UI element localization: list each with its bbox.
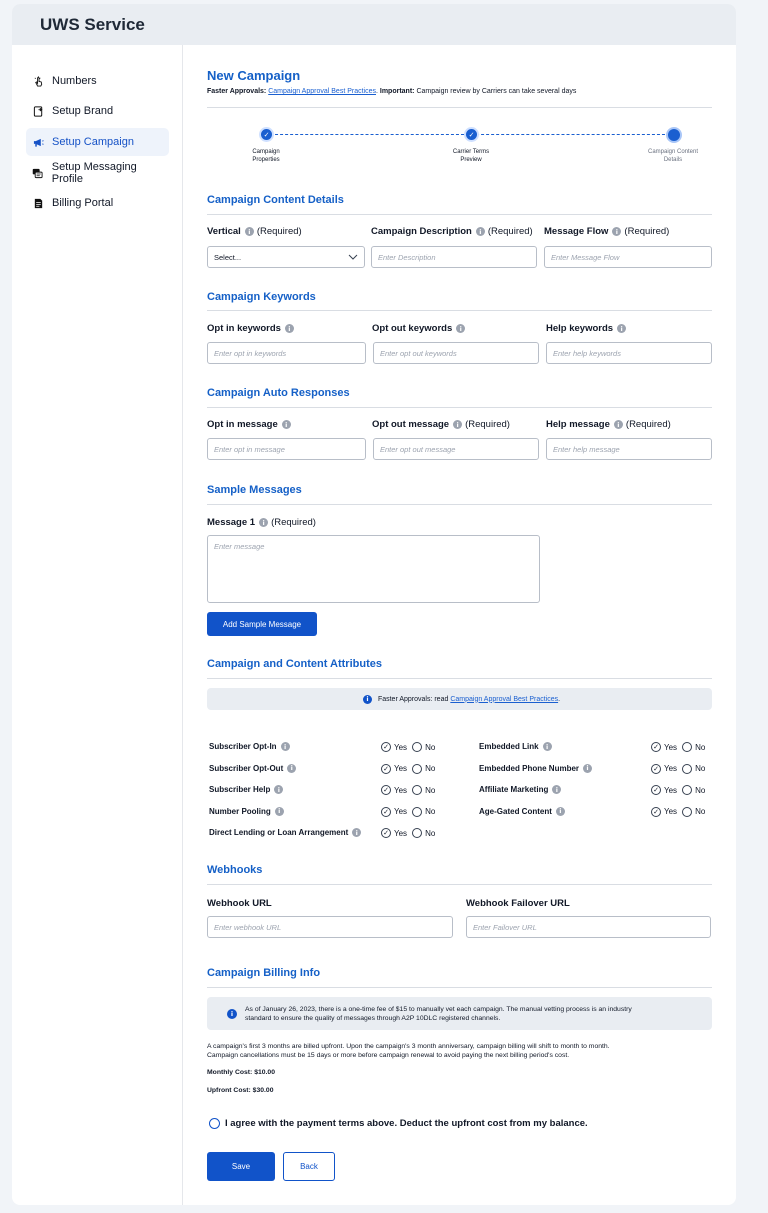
info-icon: i (552, 785, 561, 794)
sidebar-item-label: Billing Portal (52, 197, 114, 209)
check-circle-icon: ✓ (381, 828, 391, 838)
app-card (12, 4, 736, 1205)
message-flow-input[interactable]: Enter Message Flow (544, 246, 712, 268)
info-icon: i (282, 420, 291, 429)
sidebar-item-setup-messaging-profile[interactable] (26, 159, 169, 187)
yes-no-toggle[interactable] (651, 807, 705, 817)
save-button[interactable]: Save (207, 1152, 275, 1181)
yes-no-toggle[interactable] (381, 828, 435, 838)
no-option[interactable]: No (695, 742, 706, 752)
yes-option[interactable]: Yes (664, 785, 678, 795)
yes-no-toggle[interactable] (651, 742, 705, 752)
brand-icon (32, 105, 44, 117)
important-text: Campaign review by Carriers can take several days (416, 88, 577, 95)
yes-option[interactable]: Yes (394, 828, 408, 838)
divider (207, 987, 712, 988)
divider (207, 884, 712, 885)
no-option[interactable]: No (425, 807, 436, 816)
optin-keywords-label: Opt in keywords i (207, 323, 294, 334)
description-label: Campaign Description i (Required) (371, 226, 533, 237)
sidebar-item-numbers[interactable] (26, 67, 169, 95)
step-1-check-icon[interactable]: ✓ (259, 127, 274, 142)
vertical-label: Vertical i (Required) (207, 226, 302, 237)
no-option[interactable]: No (425, 742, 436, 752)
section-title-sample-messages: Sample Messages (207, 484, 302, 496)
info-icon: i (275, 807, 284, 816)
app-title: UWS Service (40, 14, 145, 34)
divider (207, 214, 712, 215)
attributes-banner: i Faster Approvals: read Campaign Approval Best Practices . (207, 688, 712, 710)
yes-no-toggle[interactable] (381, 807, 435, 817)
yes-option[interactable]: Yes (394, 764, 408, 773)
sidebar-item-label: Numbers (52, 75, 97, 87)
step-2-label: Carrier Terms Preview (452, 149, 490, 163)
radio-icon (412, 807, 422, 817)
radio-icon (682, 764, 692, 774)
yes-option[interactable]: Yes (394, 785, 408, 795)
check-circle-icon: ✓ (381, 764, 391, 774)
sidebar (12, 45, 183, 1205)
best-practices-link[interactable]: Campaign Approval Best Practices (268, 88, 376, 95)
divider (207, 107, 712, 108)
divider (207, 504, 712, 505)
yes-no-toggle[interactable] (651, 785, 705, 795)
optout-message-input[interactable]: Enter opt out message (373, 438, 539, 460)
radio-icon (682, 785, 692, 795)
radio-icon (682, 742, 692, 752)
sidebar-item-setup-campaign[interactable] (26, 128, 169, 156)
info-icon: i (583, 764, 592, 773)
back-button[interactable]: Back (283, 1152, 335, 1181)
info-icon: i (285, 324, 294, 333)
yes-option[interactable]: Yes (664, 742, 678, 752)
info-icon: i (617, 324, 626, 333)
radio-icon (412, 742, 422, 752)
check-circle-icon: ✓ (651, 785, 661, 795)
yes-no-toggle[interactable] (651, 764, 705, 774)
chevron-down-icon (348, 254, 358, 260)
info-icon: i (556, 807, 565, 816)
check-circle-icon: ✓ (381, 807, 391, 817)
yes-no-toggle[interactable] (381, 764, 435, 774)
hand-pointer-icon (32, 75, 44, 87)
billing-notice: i As of January 26, 2023, there is a one-time fee of $15 to manually vet each campaign. The manual vetting process is an industry standard to ensure the quality of messages through A2P 10DLC registered channels. (207, 997, 712, 1030)
message-flow-label: Message Flow i (Required) (544, 226, 670, 237)
webhook-url-input[interactable]: Enter webhook URL (207, 916, 453, 938)
yes-no-toggle[interactable] (381, 742, 435, 752)
help-message-label: Help message i (Required) (546, 419, 671, 430)
help-keywords-label: Help keywords i (546, 323, 626, 334)
no-option[interactable]: No (695, 807, 706, 816)
yes-option[interactable]: Yes (664, 764, 678, 773)
check-circle-icon: ✓ (651, 807, 661, 817)
step-3-current-dot[interactable] (666, 127, 682, 143)
best-practices-link[interactable]: Campaign Approval Best Practices (450, 695, 559, 703)
info-icon: i (274, 785, 283, 794)
check-circle-icon: ✓ (381, 785, 391, 795)
section-title-keywords: Campaign Keywords (207, 291, 316, 303)
optin-message-input[interactable]: Enter opt in message (207, 438, 366, 460)
check-circle-icon: ✓ (651, 764, 661, 774)
step-3-label: Campaign Content Details (647, 149, 699, 163)
message-1-textarea[interactable]: Enter message (207, 535, 540, 603)
divider (207, 407, 712, 408)
sidebar-item-label: Setup Campaign (52, 136, 134, 148)
yes-option[interactable]: Yes (394, 807, 408, 816)
help-keywords-input[interactable]: Enter help keywords (546, 342, 712, 364)
info-icon: i (227, 1009, 237, 1019)
optout-message-label: Opt out message i (Required) (372, 419, 510, 430)
no-option[interactable]: No (425, 785, 436, 795)
vertical-select[interactable]: Select... (207, 246, 365, 268)
upfront-cost: Upfront Cost: $30.00 (207, 1087, 274, 1094)
attribute-label: Number Pooling i (209, 807, 284, 816)
webhook-url-label: Webhook URL (207, 898, 272, 909)
section-title-attributes: Campaign and Content Attributes (207, 658, 382, 670)
info-icon: i (245, 227, 254, 236)
message-1-label: Message 1 i (Required) (207, 517, 316, 528)
check-circle-icon: ✓ (381, 742, 391, 752)
page-subtitle: Faster Approvals: Campaign Approval Best Practices. Important: Campaign review by Carriers can take several days (207, 88, 577, 95)
attribute-label: Embedded Phone Number i (479, 764, 592, 773)
no-option[interactable]: No (425, 764, 436, 773)
section-title-auto-responses: Campaign Auto Responses (207, 387, 350, 399)
optin-message-label: Opt in message i (207, 419, 291, 430)
radio-icon (412, 785, 422, 795)
optout-keywords-label: Opt out keywords i (372, 323, 465, 334)
info-icon: i (453, 420, 462, 429)
radio-icon (412, 828, 422, 838)
info-icon: i (281, 742, 290, 751)
radio-icon (412, 764, 422, 774)
document-icon (32, 197, 44, 209)
optin-keywords-input[interactable]: Enter opt in keywords (207, 342, 366, 364)
section-title-billing: Campaign Billing Info (207, 967, 321, 979)
info-icon: i (352, 828, 361, 837)
yes-option[interactable]: Yes (664, 807, 678, 816)
info-icon: i (612, 227, 621, 236)
agree-terms-radio[interactable]: I agree with the payment terms above. Deduct the upfront cost from my balance. (209, 1118, 588, 1129)
sidebar-item-label: Setup Brand (52, 105, 114, 117)
attribute-label: Age-Gated Content i (479, 807, 565, 816)
billing-paragraph: A campaign's first 3 months are billed upfront. Upon the campaign's 3 month anniversary, campaign billing will shift to month to month. Campaign cancellations must be 15 days or more before campaign renewal to avoid paying the next billing period's cost. (207, 1043, 610, 1059)
description-input[interactable]: Enter Description (371, 246, 537, 268)
attribute-label: Direct Lending or Loan Arrangement i (209, 828, 361, 837)
info-icon: i (476, 227, 485, 236)
attribute-label: Subscriber Opt-In i (209, 742, 290, 751)
sidebar-item-label: Setup Messaging Profile (51, 161, 137, 185)
sidebar-item-billing-portal[interactable] (26, 189, 169, 217)
app-header (12, 4, 736, 45)
info-icon: i (287, 764, 296, 773)
important-label: Important: (379, 88, 415, 95)
add-sample-message-button[interactable]: Add Sample Message (207, 612, 317, 636)
attribute-label: Embedded Link i (479, 742, 552, 751)
info-icon: i (363, 695, 372, 704)
attribute-label: Affiliate Marketing i (479, 785, 561, 794)
info-icon: i (456, 324, 465, 333)
sidebar-item-setup-brand[interactable] (26, 97, 169, 125)
info-icon: i (259, 518, 268, 527)
yes-no-toggle[interactable] (381, 785, 435, 795)
step-2-check-icon[interactable]: ✓ (464, 127, 479, 142)
divider (207, 310, 712, 311)
info-icon: i (614, 420, 623, 429)
step-1-label: Campaign Properties (252, 149, 280, 163)
radio-icon (682, 807, 692, 817)
messages-icon (32, 167, 44, 179)
divider (207, 678, 712, 679)
monthly-cost: Monthly Cost: $10.00 (207, 1069, 275, 1076)
webhook-failover-label: Webhook Failover URL (466, 898, 570, 909)
section-title-content-details: Campaign Content Details (207, 194, 344, 206)
help-message-input[interactable]: Enter help message (546, 438, 712, 460)
faster-approvals-label: Faster Approvals: (207, 88, 267, 95)
attribute-label: Subscriber Help i (209, 785, 283, 794)
no-option[interactable]: No (425, 828, 436, 838)
optout-keywords-input[interactable]: Enter opt out keywords (373, 342, 539, 364)
no-option[interactable]: No (695, 764, 706, 773)
info-icon: i (543, 742, 552, 751)
radio-icon (209, 1118, 220, 1129)
attribute-label: Subscriber Opt-Out i (209, 764, 296, 773)
yes-option[interactable]: Yes (394, 742, 408, 752)
no-option[interactable]: No (695, 785, 706, 795)
section-title-webhooks: Webhooks (207, 864, 263, 876)
megaphone-icon (32, 136, 44, 148)
check-circle-icon: ✓ (651, 742, 661, 752)
webhook-failover-input[interactable]: Enter Failover URL (466, 916, 711, 938)
page-title: New Campaign (207, 68, 301, 83)
